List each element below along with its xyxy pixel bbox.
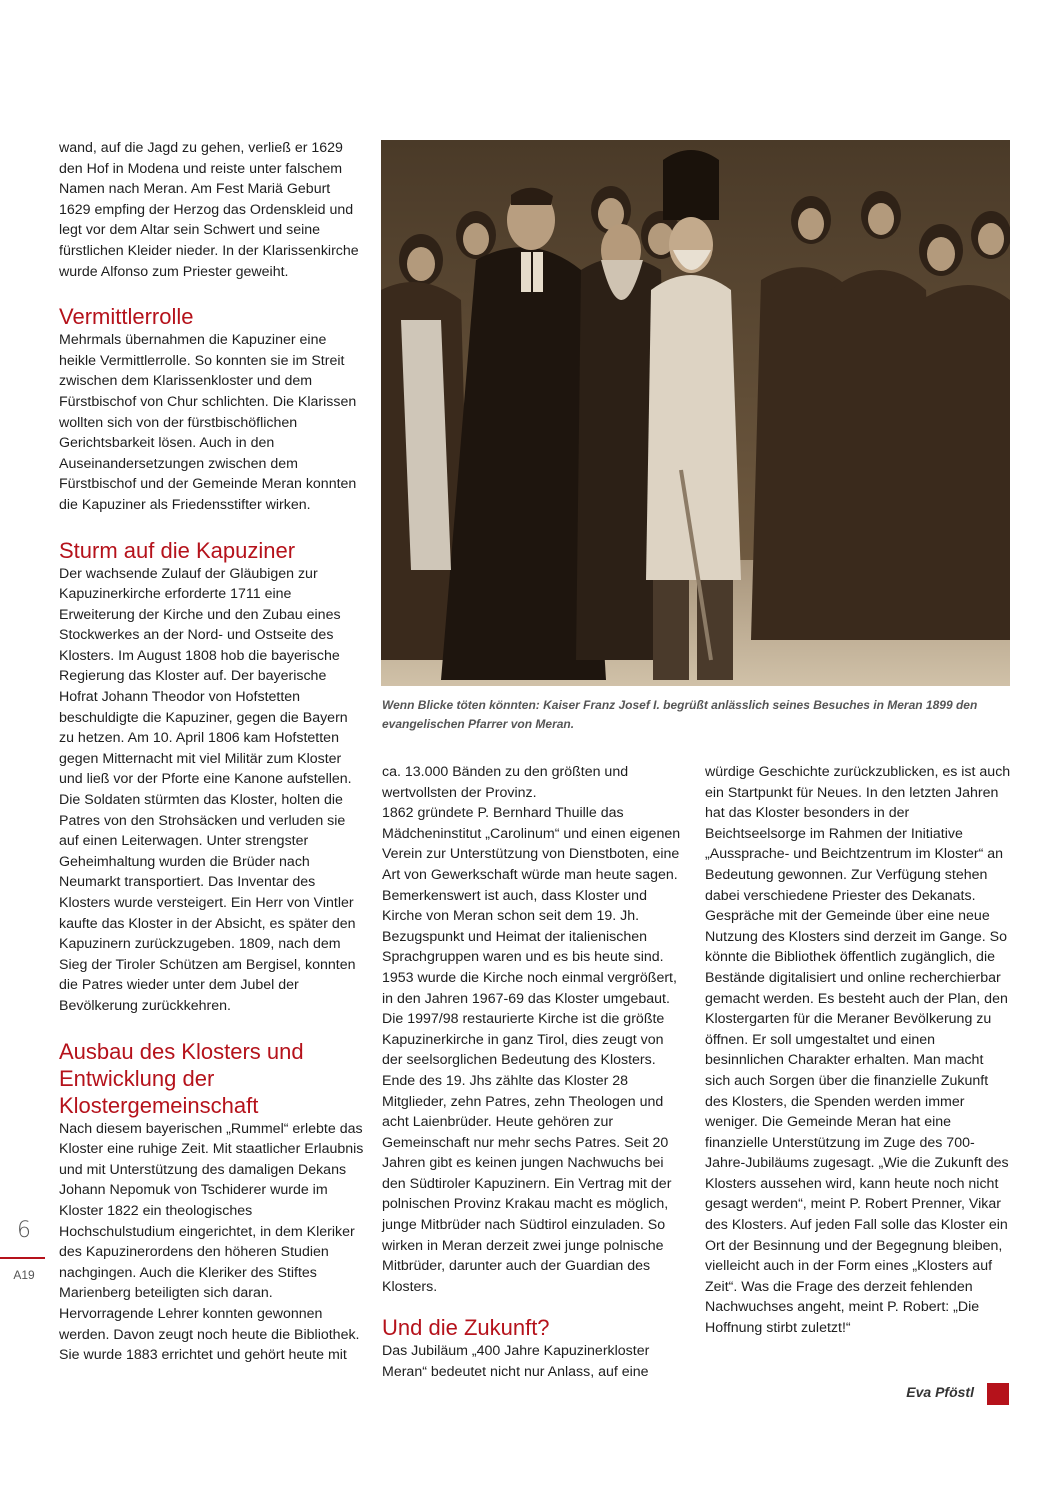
paragraph-bibliothek: ca. 13.000 Bänden zu den größten und wertvollsten der Provinz. — [382, 764, 629, 801]
paragraph-ausbau: Nach diesem bayerischen „Rummel“ erlebte das Kloster eine ruhige Zeit. Mit staatlicher Erlaubnis und mit Unterstützung des damaligen Dekans Johann Nepomuk von Tschiderer wurde im Kloster 1822 ein theologisches Hochschulstudium eingerichtet, in dem Kleriker des Kapuzinerordens den höheren Studien nachgingen. Auch die Kleriker des Stiftes Marienberg beteiligten sich daran. Hervorragende Lehrer konnten gewonnen werden. Davon zeugt noch heute die Bibliothek. Sie wurde 1883 errichtet und gehört heute mit — [59, 1120, 364, 1364]
page-number: 6 — [17, 1218, 31, 1243]
historical-photo — [381, 140, 1010, 686]
paragraph-zukunft-cont: würdige Geschichte zurückzublicken, es ist auch ein Startpunkt für Neues. In den letzten Jahren hat das Kloster besonders in der Beichtseelsorge im Rahmen der Initiative „Aussprache- und Beichtzentrum im Kloster“ an Bedeutung gewonnen. Zur Verfügung stehen dabei verschiedene Priester des Dekanats. Gespräche mit der Gemeinde über eine neue Nutzung des Klosters sind derzeit im Gange. So könnte die Bibliothek öffentlich zugänglich, die Bestände digitalisiert und online recherchierbar gemacht werden. Es besteht auch der Plan, den Klostergarten für die Meraner Bevölkerung zu öffnen. Er soll umgestaltet und einen besinnlichen Charakter erhalten. Man macht sich auch Sorgen über die finanzielle Zukunft des Klosters, die Spenden werden immer weniger. Die Gemeinde Meran hat eine finanzielle Unterstützung im Zuge des 700-Jahre-Jubiläums zugesagt. „Wie die Zukunft des Klosters aussehen wird, kann heute noch nicht gesagt werden“, meint P. Robert Prenner, Vikar des Klosters. Auf jeden Fall solle das Kloster ein Ort der Besinnung und der Begegnung bleiben, vielleicht auch in der Form eines „Klosters auf Zeit“. Was die Frage des derzeit fehlenden Nachwuchses angeht, meint P. Robert: „Die Hoffnung stirbt zuletzt!“ — [705, 764, 1011, 1337]
author-name: Eva Pföstl — [906, 1384, 974, 1400]
paragraph-carolinum: 1862 gründete P. Bernhard Thuille das Mädcheninstitut „Carolinum“ und einen eigenen Verein zur Unterstützung von Dienstboten, eine Art von Gewerkschaft würde man heute sagen. — [382, 805, 681, 883]
paragraph-vermittlerrolle: Mehrmals übernahmen die Kapuziner eine heikle Vermittlerrolle. So konnten sie im Streit zwischen dem Klarissenkloster und dem Fürstbischof von Chur schlichten. Die Klarissen wollten sich von der fürstbischöflichen Gerichtsbarkeit lösen. Auch in den Auseinandersetzungen zwischen dem Fürstbischof und der Gemeinde Meran konnten die Kapuziner als Friedensstifter wirken. — [59, 332, 357, 513]
page-code: A19 — [13, 1268, 35, 1282]
paragraph-sturm: Der wachsende Zulauf der Gläubigen zur Kapuzinerkirche erforderte 1711 eine Erweiterung der Kirche und den Zubau eines Stockwerkes an der Nord- und Ostseite des Klosters. Im August 1808 hob die bayerische Regierung das Kloster auf. Der bayerische Hofrat Johann Theodor von Hofstetten beschuldigte die Kapuziner, gegen die Bayern zu hetzen. Am 10. April 1806 kam Hofstetten gegen Mitternacht mit viel Militär zum Kloster und ließ vor der Pforte eine Kanone aufstellen. Die Soldaten stürmten das Kloster, holten die Patres von den Strohsäcken und verluden sie auf einen Leiterwagen. Unter strengster Geheimhaltung wurden die Brüder nach Neumarkt transportiert. Das Inventar des Klosters wurde versteigert. Ein Herr von Vintler kaufte das Kloster in der Absicht, es später den Kapuzinern zurückzugeben. 1809, nach dem Sieg der Tiroler Schützen am Bergisel, konnten die Patres wieder unter dem Jubel der Bevölkerung zurückkehren. — [59, 565, 356, 1014]
author-marker — [987, 1383, 1009, 1405]
heading-vermittlerrolle: Vermittlerrolle — [59, 304, 194, 330]
page-number-rule — [0, 1257, 45, 1259]
text-column-1 — [59, 138, 365, 1366]
paragraph-intro: wand, auf die Jagd zu gehen, verließ er 1629 den Hof in Modena und reiste unter falschem Namen nach Meran. Am Fest Mariä Geburt 1629 empfing der Herzog das Ordenskleid und legt vor dem Altar sein Schwert und seine fürstlichen Kleider nieder. In der Klarissenkirche wurde Alfonso zum Priester geweiht. — [59, 140, 359, 280]
heading-sturm: Sturm auf die Kapuziner — [59, 537, 296, 563]
paragraph-zukunft: Das Jubiläum „400 Jahre Kapuzinerkloster Meran“ bedeutet nicht nur Anlass, auf eine — [382, 1343, 650, 1381]
heading-ausbau: Ausbau des Klosters und Entwicklung der Klostergemeinschaft — [59, 1038, 304, 1118]
heading-zukunft: Und die Zukunft? — [382, 1315, 550, 1341]
photo-illustration — [381, 140, 1010, 686]
text-column-3 — [705, 762, 1011, 1339]
paragraph-bemerkenswert: Bemerkenswert ist auch, dass Kloster und Kirche von Meran schon seit dem 19. Jh. Bezugspunkt und Heimat der italienischen Sprachgruppen waren und es bis heute sind. 1953 wurde die Kirche noch einmal vergrößert, in den Jahren 1967-69 das Kloster umgebaut. Die 1997/98 restaurierte Kirche ist die größte Kapuzinerkirche in ganz Tirol, dies zeugt von der seelsorglichen Bedeutung des Klosters. Ende des 19. Jhs zählte das Kloster 28 Mitglieder, zehn Patres, zehn Theologen und acht Laienbrüder. Heute gehören zur Gemeinschaft nur mehr sechs Patres. Seit 20 Jahren gibt es keinen jungen Nachwuchs bei den Südtiroler Kapuzinern. Ein Vertrag mit der polnischen Provinz Krakau macht es möglich, junge Mitbrüder nach Südtirol einzuladen. So wirken in Meran derzeit zwei junge polnische Mitbrüder, darunter auch der Guardian des Klosters. — [382, 887, 677, 1295]
photo-caption: Wenn Blicke töten könnten: Kaiser Franz Josef I. begrüßt anlässlich seines Besuches in Meran 1899 den evangelischen Pfarrer von Meran. — [382, 698, 978, 731]
text-column-2 — [382, 762, 687, 1383]
